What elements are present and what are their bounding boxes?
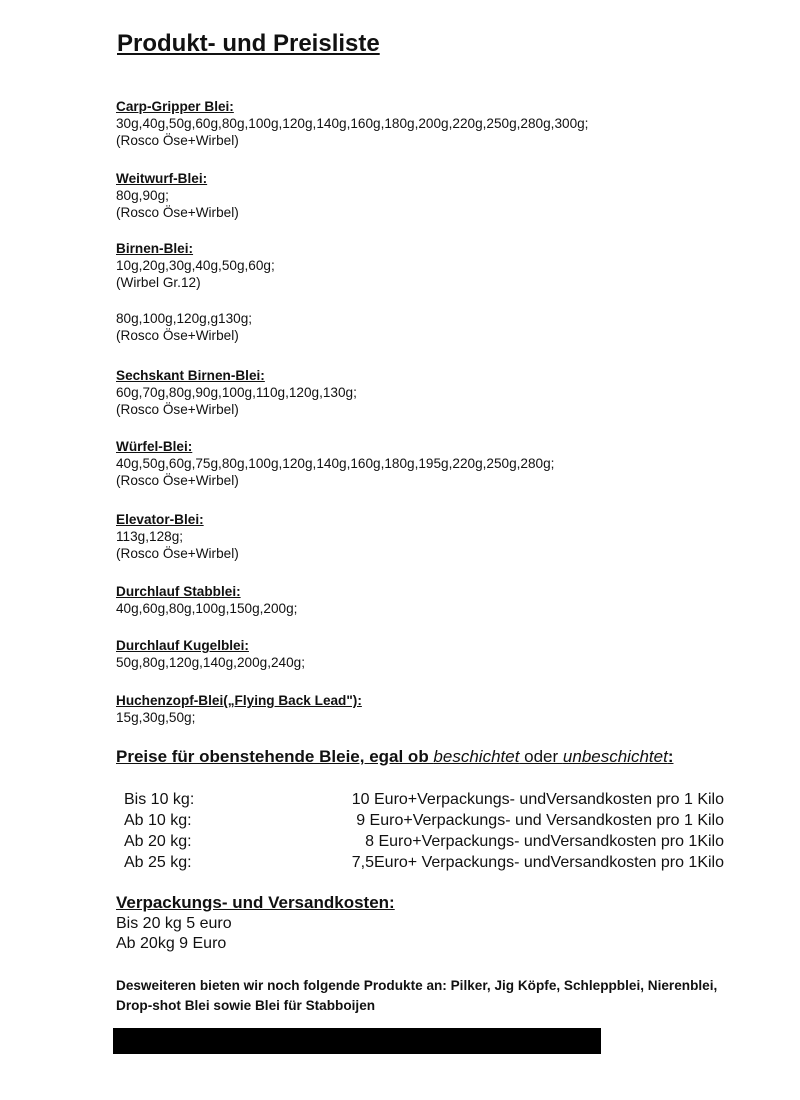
product-detail-line: 80g,100g,120g,g130g; — [116, 311, 253, 326]
product-detail-line: 10g,20g,30g,40g,50g,60g; — [116, 258, 275, 273]
product-detail-line — [116, 291, 275, 310]
product-block — [116, 170, 239, 221]
product-detail-line: 113g,128g; — [116, 529, 184, 544]
product-block — [116, 583, 297, 617]
price-row-label: Bis 10 kg: — [124, 791, 195, 808]
product-detail-line: (Rosco Öse+Wirbel) — [116, 473, 239, 488]
prices-heading-italic1: beschichtet — [433, 747, 520, 766]
product-detail-line: (Rosco Öse+Wirbel) — [116, 328, 239, 343]
price-row — [124, 831, 724, 852]
product-title: Sechskant Birnen-Blei: — [116, 368, 265, 383]
price-row — [124, 810, 724, 831]
product-block — [116, 98, 588, 149]
price-row — [124, 852, 724, 873]
product-detail-line: 50g,80g,120g,140g,200g,240g; — [116, 655, 305, 670]
product-block — [116, 511, 239, 562]
price-row — [124, 789, 724, 810]
product-title: Weitwurf-Blei: — [116, 171, 208, 186]
product-block — [116, 637, 305, 671]
product-detail-line: 60g,70g,80g,90g,100g,110g,120g,130g; — [116, 385, 357, 400]
product-title: Durchlauf Kugelblei: — [116, 638, 249, 653]
product-detail-line: 40g,60g,80g,100g,150g,200g; — [116, 601, 298, 616]
page-title: Produkt- und Preisliste — [117, 30, 380, 57]
shipping-line: Ab 20kg 9 Euro — [116, 935, 227, 952]
product-detail-line: 15g,30g,50g; — [116, 710, 196, 725]
product-detail-line: (Rosco Öse+Wirbel) — [116, 205, 239, 220]
product-title: Würfel-Blei: — [116, 439, 193, 454]
redaction-bar — [113, 1028, 601, 1054]
price-row-value: 7,5Euro+ Verpackungs- undVersandkosten pro 1Kilo — [351, 854, 724, 871]
product-detail-line: (Rosco Öse+Wirbel) — [116, 402, 239, 417]
more-products-text: Desweiteren bieten wir noch folgende Produkte an: Pilker, Jig Köpfe, Schleppblei, Nierenblei, Drop-shot Blei sowie Blei für Stabboijen — [116, 978, 718, 1013]
price-row-label: Ab 25 kg: — [124, 854, 192, 871]
product-detail-line: 40g,50g,60g,75g,80g,100g,120g,140g,160g,180g,195g,220g,250g,280g; — [116, 456, 555, 471]
product-detail-line: (Rosco Öse+Wirbel) — [116, 133, 239, 148]
price-row-value: 10 Euro+Verpackungs- undVersandkosten pro 1 Kilo — [351, 791, 724, 808]
product-block — [116, 692, 362, 726]
product-detail-line: (Rosco Öse+Wirbel) — [116, 546, 239, 561]
product-title: Durchlauf Stabblei: — [116, 584, 241, 599]
product-block — [116, 438, 554, 489]
product-detail-line: 30g,40g,50g,60g,80g,100g,120g,140g,160g,180g,200g,220g,250g,280g,300g; — [116, 116, 589, 131]
product-title: Carp-Gripper Blei: — [116, 99, 234, 114]
product-block — [116, 367, 357, 418]
shipping-list — [116, 914, 232, 954]
price-row-value: 8 Euro+Verpackungs- undVersandkosten pro 1Kilo — [365, 833, 724, 850]
prices-heading-part2: oder — [519, 747, 563, 766]
price-row-label: Ab 20 kg: — [124, 833, 192, 850]
prices-heading-italic2: unbeschichtet — [562, 747, 668, 766]
prices-heading-part3: : — [667, 747, 674, 766]
prices-heading — [116, 747, 673, 767]
shipping-heading: Verpackungs- und Versandkosten: — [116, 893, 395, 912]
product-block — [116, 240, 275, 344]
product-detail-line: 80g,90g; — [116, 188, 169, 203]
price-row-label: Ab 10 kg: — [124, 812, 192, 829]
product-title: Birnen-Blei: — [116, 241, 194, 256]
shipping-line: Bis 20 kg 5 euro — [116, 915, 232, 932]
prices-heading-part1: Preise für obenstehende Bleie, egal ob — [116, 747, 434, 766]
product-detail-line: (Wirbel Gr.12) — [116, 275, 201, 290]
product-title: Elevator-Blei: — [116, 512, 204, 527]
product-title: Huchenzopf-Blei(„Flying Back Lead"): — [116, 693, 362, 708]
price-row-value: 9 Euro+Verpackungs- und Versandkosten pro 1 Kilo — [356, 812, 724, 829]
price-table — [124, 789, 724, 873]
